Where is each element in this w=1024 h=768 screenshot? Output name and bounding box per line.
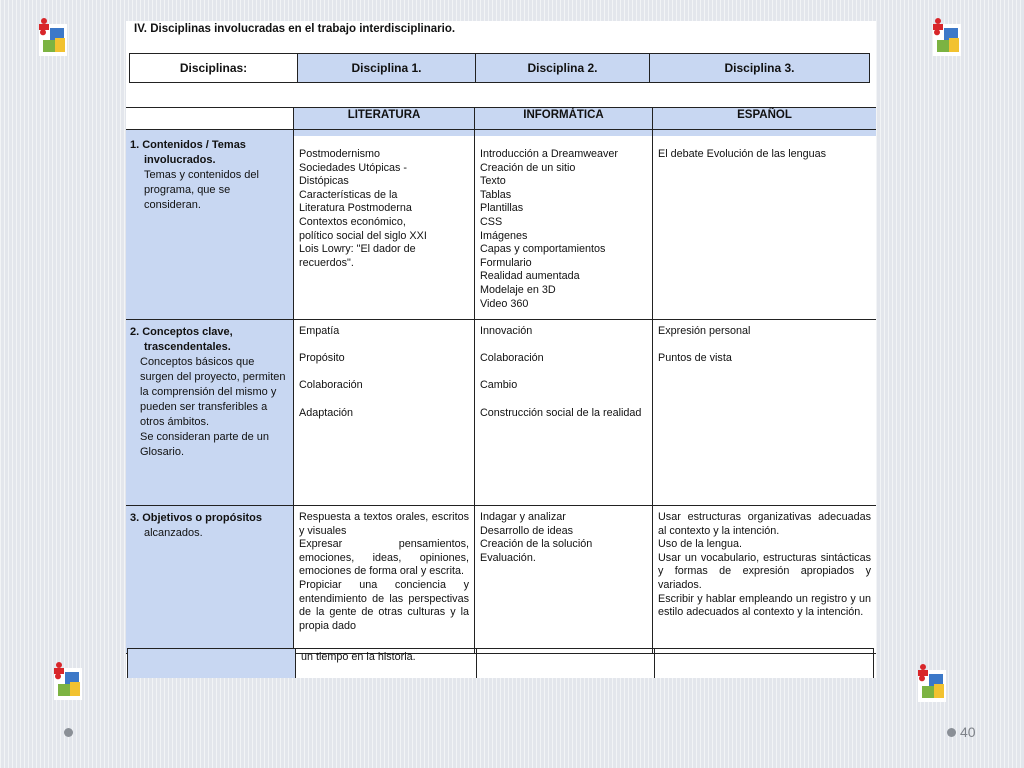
list-item: Cambio bbox=[480, 379, 518, 392]
table-row bbox=[126, 506, 876, 654]
row-description: Temas y contenidos del programa, que se consideran. bbox=[144, 169, 259, 211]
list-item: Imágenes bbox=[480, 229, 528, 242]
content-table bbox=[126, 107, 876, 654]
cell-espanol bbox=[653, 506, 876, 653]
puzzle-icon bbox=[916, 664, 948, 704]
header-row bbox=[126, 108, 876, 130]
list-item: El debate Evolución de las lenguas bbox=[658, 148, 827, 160]
list-item: Escribir y hablar empleando un registro y un estilo adecuados al contexto y la intención. bbox=[658, 592, 871, 619]
document-page bbox=[126, 21, 876, 678]
list-item: Características de la bbox=[299, 188, 398, 201]
row-label bbox=[126, 130, 294, 319]
cell-espanol bbox=[653, 320, 876, 505]
list-item: Desarrollo de ideas bbox=[480, 524, 574, 537]
disciplines-table bbox=[129, 53, 870, 83]
cell-informatica bbox=[475, 130, 653, 319]
list-item: Texto bbox=[480, 175, 506, 188]
cell-espanol bbox=[653, 130, 876, 319]
cell-informatica bbox=[475, 320, 653, 505]
list-item: Sociedades Utópicas - bbox=[299, 161, 408, 174]
list-item: recuerdos". bbox=[299, 256, 354, 269]
list-item: Colaboración bbox=[480, 352, 544, 365]
continuation-label-cell bbox=[128, 649, 296, 678]
row-title: 2. Conceptos clave, bbox=[130, 326, 233, 338]
list-item: Creación de la solución bbox=[480, 538, 593, 551]
list-item: Video 360 bbox=[480, 297, 529, 310]
section-title: IV. Disciplinas involucradas en el trabajo interdisciplinario. bbox=[134, 23, 456, 35]
list-item: Contextos económico, bbox=[299, 215, 406, 228]
list-item: Empatía bbox=[299, 325, 340, 337]
row-label bbox=[126, 506, 294, 653]
list-item: Uso de la lengua. bbox=[658, 538, 743, 551]
list-item: Puntos de vista bbox=[658, 352, 732, 365]
table-row bbox=[126, 320, 876, 506]
puzzle-icon bbox=[37, 18, 69, 58]
puzzle-icon bbox=[52, 662, 84, 702]
header-literatura: LITERATURA bbox=[294, 108, 475, 129]
list-item: Innovación bbox=[480, 325, 533, 337]
list-item: Construcción social de la realidad bbox=[480, 406, 642, 419]
puzzle-icon bbox=[931, 18, 963, 58]
list-item: Propiciar una conciencia y entendimiento de las perspectivas de la gente de otras culturas y la propia dado bbox=[299, 578, 469, 632]
list-item: Usar un vocabulario, estructuras sintácticas y formas de expresión apropiados y variados. bbox=[658, 551, 871, 591]
page-number: 40 bbox=[960, 724, 976, 740]
list-item: Expresar pensamientos, emociones, ideas, opiniones, emociones de forma oral y escrita. bbox=[299, 538, 469, 578]
list-item: Usar estructuras organizativas adecuadas al contexto y la intención. bbox=[658, 511, 871, 537]
list-item: Literatura Postmoderna bbox=[299, 202, 412, 215]
list-item: Expresión personal bbox=[658, 325, 751, 337]
discipline-3: Disciplina 3. bbox=[650, 54, 869, 82]
table-row bbox=[126, 130, 876, 320]
list-item: Plantillas bbox=[480, 202, 524, 215]
row-label bbox=[126, 320, 294, 505]
row-title: 3. Objetivos o propósitos bbox=[130, 512, 263, 524]
list-item: Indagar y analizar bbox=[480, 511, 566, 523]
continuation-row bbox=[127, 648, 874, 678]
row-description: Conceptos básicos que surgen del proyecto, permiten la comprensión del mismo y pueden ser transferibles a otros ámbitos. bbox=[140, 356, 286, 428]
list-item: Formulario bbox=[480, 256, 532, 269]
cell-literatura bbox=[294, 320, 475, 505]
row-description: alcanzados. bbox=[144, 527, 203, 539]
list-item: Distópicas bbox=[299, 175, 349, 188]
continuation-text: un tiempo en la historia. bbox=[296, 649, 477, 678]
row-title: trascendentales. bbox=[144, 341, 231, 353]
row-title: involucrados. bbox=[144, 154, 216, 166]
header-empty-cell bbox=[126, 108, 294, 129]
list-item: Tablas bbox=[480, 188, 512, 201]
header-espanol: ESPAÑOL bbox=[653, 108, 876, 129]
list-item: Respuesta a textos orales, escritos y visuales bbox=[299, 511, 469, 537]
list-item: Adaptación bbox=[299, 406, 354, 419]
bullet-dot bbox=[947, 728, 956, 737]
list-item: Capas y comportamientos bbox=[480, 243, 606, 256]
list-item: Lois Lowry: "El dador de bbox=[299, 243, 416, 256]
list-item: político social del siglo XXI bbox=[299, 229, 427, 242]
list-item: Modelaje en 3D bbox=[480, 283, 556, 296]
list-item: Creación de un sitio bbox=[480, 161, 576, 174]
row-description: Se consideran parte de un Glosario. bbox=[140, 431, 270, 458]
row-title: 1. Contenidos / Temas bbox=[130, 139, 246, 151]
header-informatica: INFORMÁTICA bbox=[475, 108, 653, 129]
list-item: Colaboración bbox=[299, 379, 363, 392]
list-item: CSS bbox=[480, 215, 503, 228]
cell-literatura bbox=[294, 130, 475, 319]
discipline-2: Disciplina 2. bbox=[476, 54, 650, 82]
list-item: Propósito bbox=[299, 352, 345, 365]
list-item: Postmodernismo bbox=[299, 148, 381, 160]
disciplines-label: Disciplinas: bbox=[130, 54, 298, 82]
bullet-dot bbox=[64, 728, 73, 737]
discipline-1: Disciplina 1. bbox=[298, 54, 476, 82]
list-item: Introducción a Dreamweaver bbox=[480, 148, 619, 160]
cell-literatura bbox=[294, 506, 475, 653]
list-item: Realidad aumentada bbox=[480, 270, 580, 283]
continuation-empty-cell bbox=[477, 649, 655, 678]
list-item: Evaluación. bbox=[480, 551, 536, 564]
continuation-empty-cell bbox=[655, 649, 873, 678]
cell-informatica bbox=[475, 506, 653, 653]
